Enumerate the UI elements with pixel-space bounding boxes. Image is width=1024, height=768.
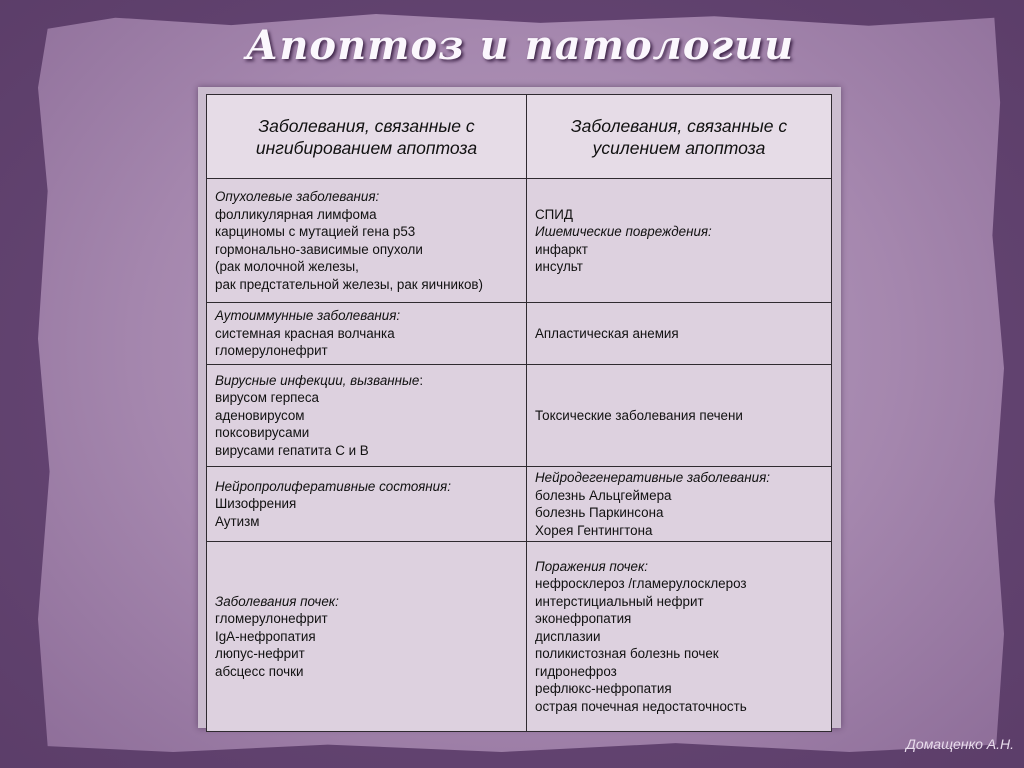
disease-item: вирусом герпеса xyxy=(215,390,319,406)
disease-item: вирусами гепатита С и В xyxy=(215,442,369,458)
disease-item: эконефропатия xyxy=(535,611,632,627)
disease-item: дисплазии xyxy=(535,628,601,644)
table-row xyxy=(207,179,832,303)
cell-enhancement xyxy=(527,303,832,365)
category-label: Опухолевые заболевания: xyxy=(215,189,380,204)
disease-item: Хорея Гентингтона xyxy=(535,522,653,538)
disease-item: IgA-нефропатия xyxy=(215,628,316,644)
disease-item: Шизофрения xyxy=(215,496,297,512)
slide-title: Апоптоз и патологии xyxy=(245,22,795,69)
disease-item: рефлюкс-нефропатия xyxy=(535,681,672,697)
disease-item: СПИД xyxy=(535,206,573,222)
disease-item: Апластическая анемия xyxy=(535,325,679,341)
apoptosis-table xyxy=(206,94,832,732)
cell-enhancement xyxy=(527,467,832,542)
header-enhancement: Заболевания, связанные с усилением апоптоза xyxy=(527,95,832,179)
category-label: Вирусные инфекции, вызванные: xyxy=(215,372,424,388)
table-row xyxy=(207,365,832,467)
cell-enhancement xyxy=(527,365,832,467)
disease-item: Аутизм xyxy=(215,513,260,529)
disease-item: болезнь Паркинсона xyxy=(535,505,664,520)
disease-item: интерстициальный нефрит xyxy=(535,593,704,609)
header-inhibition: Заболевания, связанные с ингибированием апоптоза xyxy=(207,95,527,179)
category-label: Аутоиммунные заболевания: xyxy=(215,308,401,324)
disease-item: люпус-нефрит xyxy=(215,646,305,662)
disease-item: инфаркт xyxy=(535,241,588,257)
category-label: Ишемические повреждения: xyxy=(535,224,712,239)
disease-item: поликистозная болезнь почек xyxy=(535,646,719,662)
cell-enhancement xyxy=(527,179,832,303)
disease-item: Токсические заболевания печени xyxy=(535,407,743,423)
disease-item: рак предстательной железы, рак яичников) xyxy=(215,276,484,292)
table-row xyxy=(207,467,832,542)
disease-item: (рак молочной железы, xyxy=(215,259,359,274)
disease-item: аденовирусом xyxy=(215,407,305,423)
disease-item: болезнь Альцгеймера xyxy=(535,487,672,503)
disease-item: нефросклероз /гламерулосклероз xyxy=(535,576,747,592)
cell-inhibition xyxy=(207,303,527,365)
cell-inhibition xyxy=(207,365,527,467)
category-label: Нейропролиферативные состояния: xyxy=(215,478,451,494)
disease-item: гломерулонефрит xyxy=(215,611,328,627)
disease-item: фолликулярная лимфома xyxy=(215,206,377,222)
category-label: Нейродегенеративные заболевания: xyxy=(535,470,770,485)
disease-item: гидронефроз xyxy=(535,663,617,679)
table-panel xyxy=(198,87,841,728)
cell-enhancement xyxy=(527,542,832,732)
cell-inhibition xyxy=(207,179,527,303)
category-label: Заболевания почек: xyxy=(215,593,339,609)
category-label: Поражения почек: xyxy=(535,558,649,574)
disease-item: гормонально-зависимые опухоли xyxy=(215,241,423,257)
table-row xyxy=(207,303,832,365)
disease-item: поксовирусами xyxy=(215,425,310,441)
cell-inhibition xyxy=(207,467,527,542)
disease-item: системная красная волчанка xyxy=(215,325,395,341)
disease-item: карциномы с мутацией гена р53 xyxy=(215,224,416,239)
disease-item: инсульт xyxy=(535,259,583,274)
disease-item: гломерулонефрит xyxy=(215,343,328,359)
cell-inhibition xyxy=(207,542,527,732)
table-header-row xyxy=(207,95,832,179)
disease-item: абсцесс почки xyxy=(215,663,304,679)
table-row xyxy=(207,542,832,732)
author-credit: Домащенко А.Н. xyxy=(906,736,1014,752)
disease-item: острая почечная недостаточность xyxy=(535,698,747,714)
